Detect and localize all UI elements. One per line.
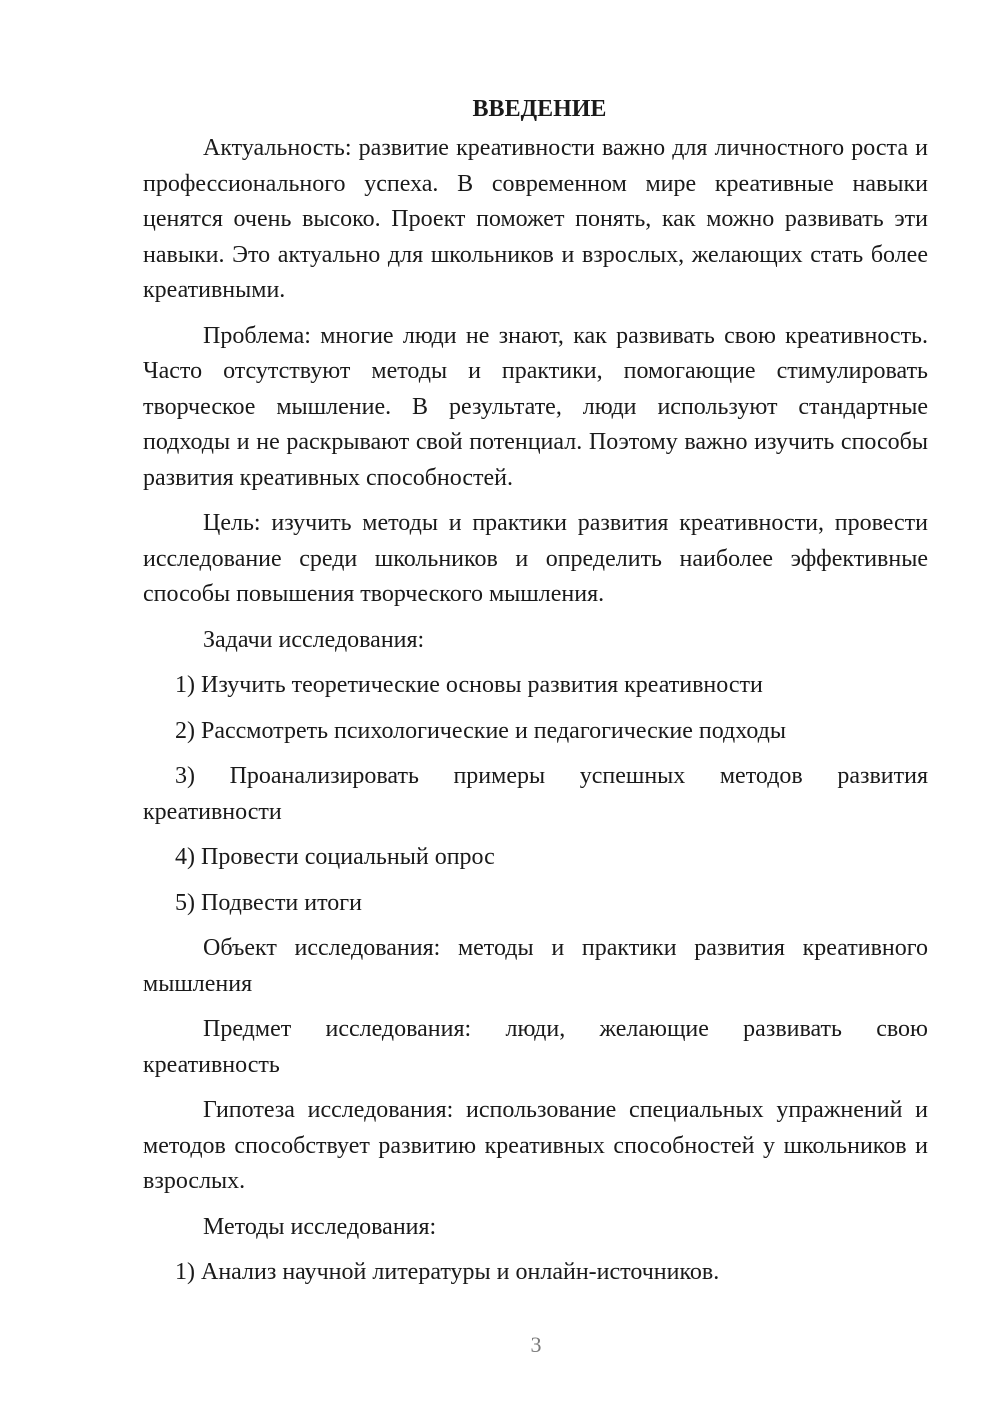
method-item-1: 1) Анализ научной литературы и онлайн-источников. xyxy=(175,1259,720,1285)
task-item-1: 1) Изучить теоретические основы развития креативности xyxy=(175,672,763,698)
task-item-4: 4) Провести социальный опрос xyxy=(175,844,495,870)
tasks-label: Задачи исследования: xyxy=(203,626,425,653)
task-item-2: 2) Рассмотреть психологические и педагогические подходы xyxy=(175,717,786,744)
hypothesis-paragraph: Гипотеза исследования: использование специальных упражнений и методов способствует развитию креативных способностей у школьников и взрослых. xyxy=(143,1097,928,1194)
problem-paragraph: Проблема: многие люди не знают, как развивать свою креативность. Часто отсутствуют методы и практики, помогающие стимулировать творческое мышление. В результате, люди используют стандартные подходы и не раскрывают свой потенциал. Поэтому важно изучить способы развития креативных способностей. xyxy=(143,322,928,491)
relevance-paragraph: Актуальность: развитие креативности важно для личностного роста и профессионального успеха. В современном мире креативные навыки ценятся очень высоко. Проект поможет понять, как можно развивать эти навыки. Это актуально для школьников и взрослых, желающих стать более креативными. xyxy=(143,135,928,303)
task-item-5: 5) Подвести итоги xyxy=(175,889,362,916)
page-number: 3 xyxy=(530,1332,542,1357)
subject-paragraph: Предмет исследования: люди, желающие развивать свою креативность xyxy=(143,1016,928,1078)
task-item-3: 3) Проанализировать примеры успешных методов развития креативности xyxy=(143,763,928,825)
goal-paragraph: Цель: изучить методы и практики развития креативности, провести исследование среди школьников и определить наиболее эффективные способы повышения творческого мышления. xyxy=(143,510,928,607)
methods-label: Методы исследования: xyxy=(203,1213,437,1240)
object-paragraph: Объект исследования: методы и практики развития креативного мышления xyxy=(143,935,928,997)
page-content xyxy=(143,92,928,1301)
page-title: ВВЕДЕНИЕ xyxy=(472,96,607,122)
